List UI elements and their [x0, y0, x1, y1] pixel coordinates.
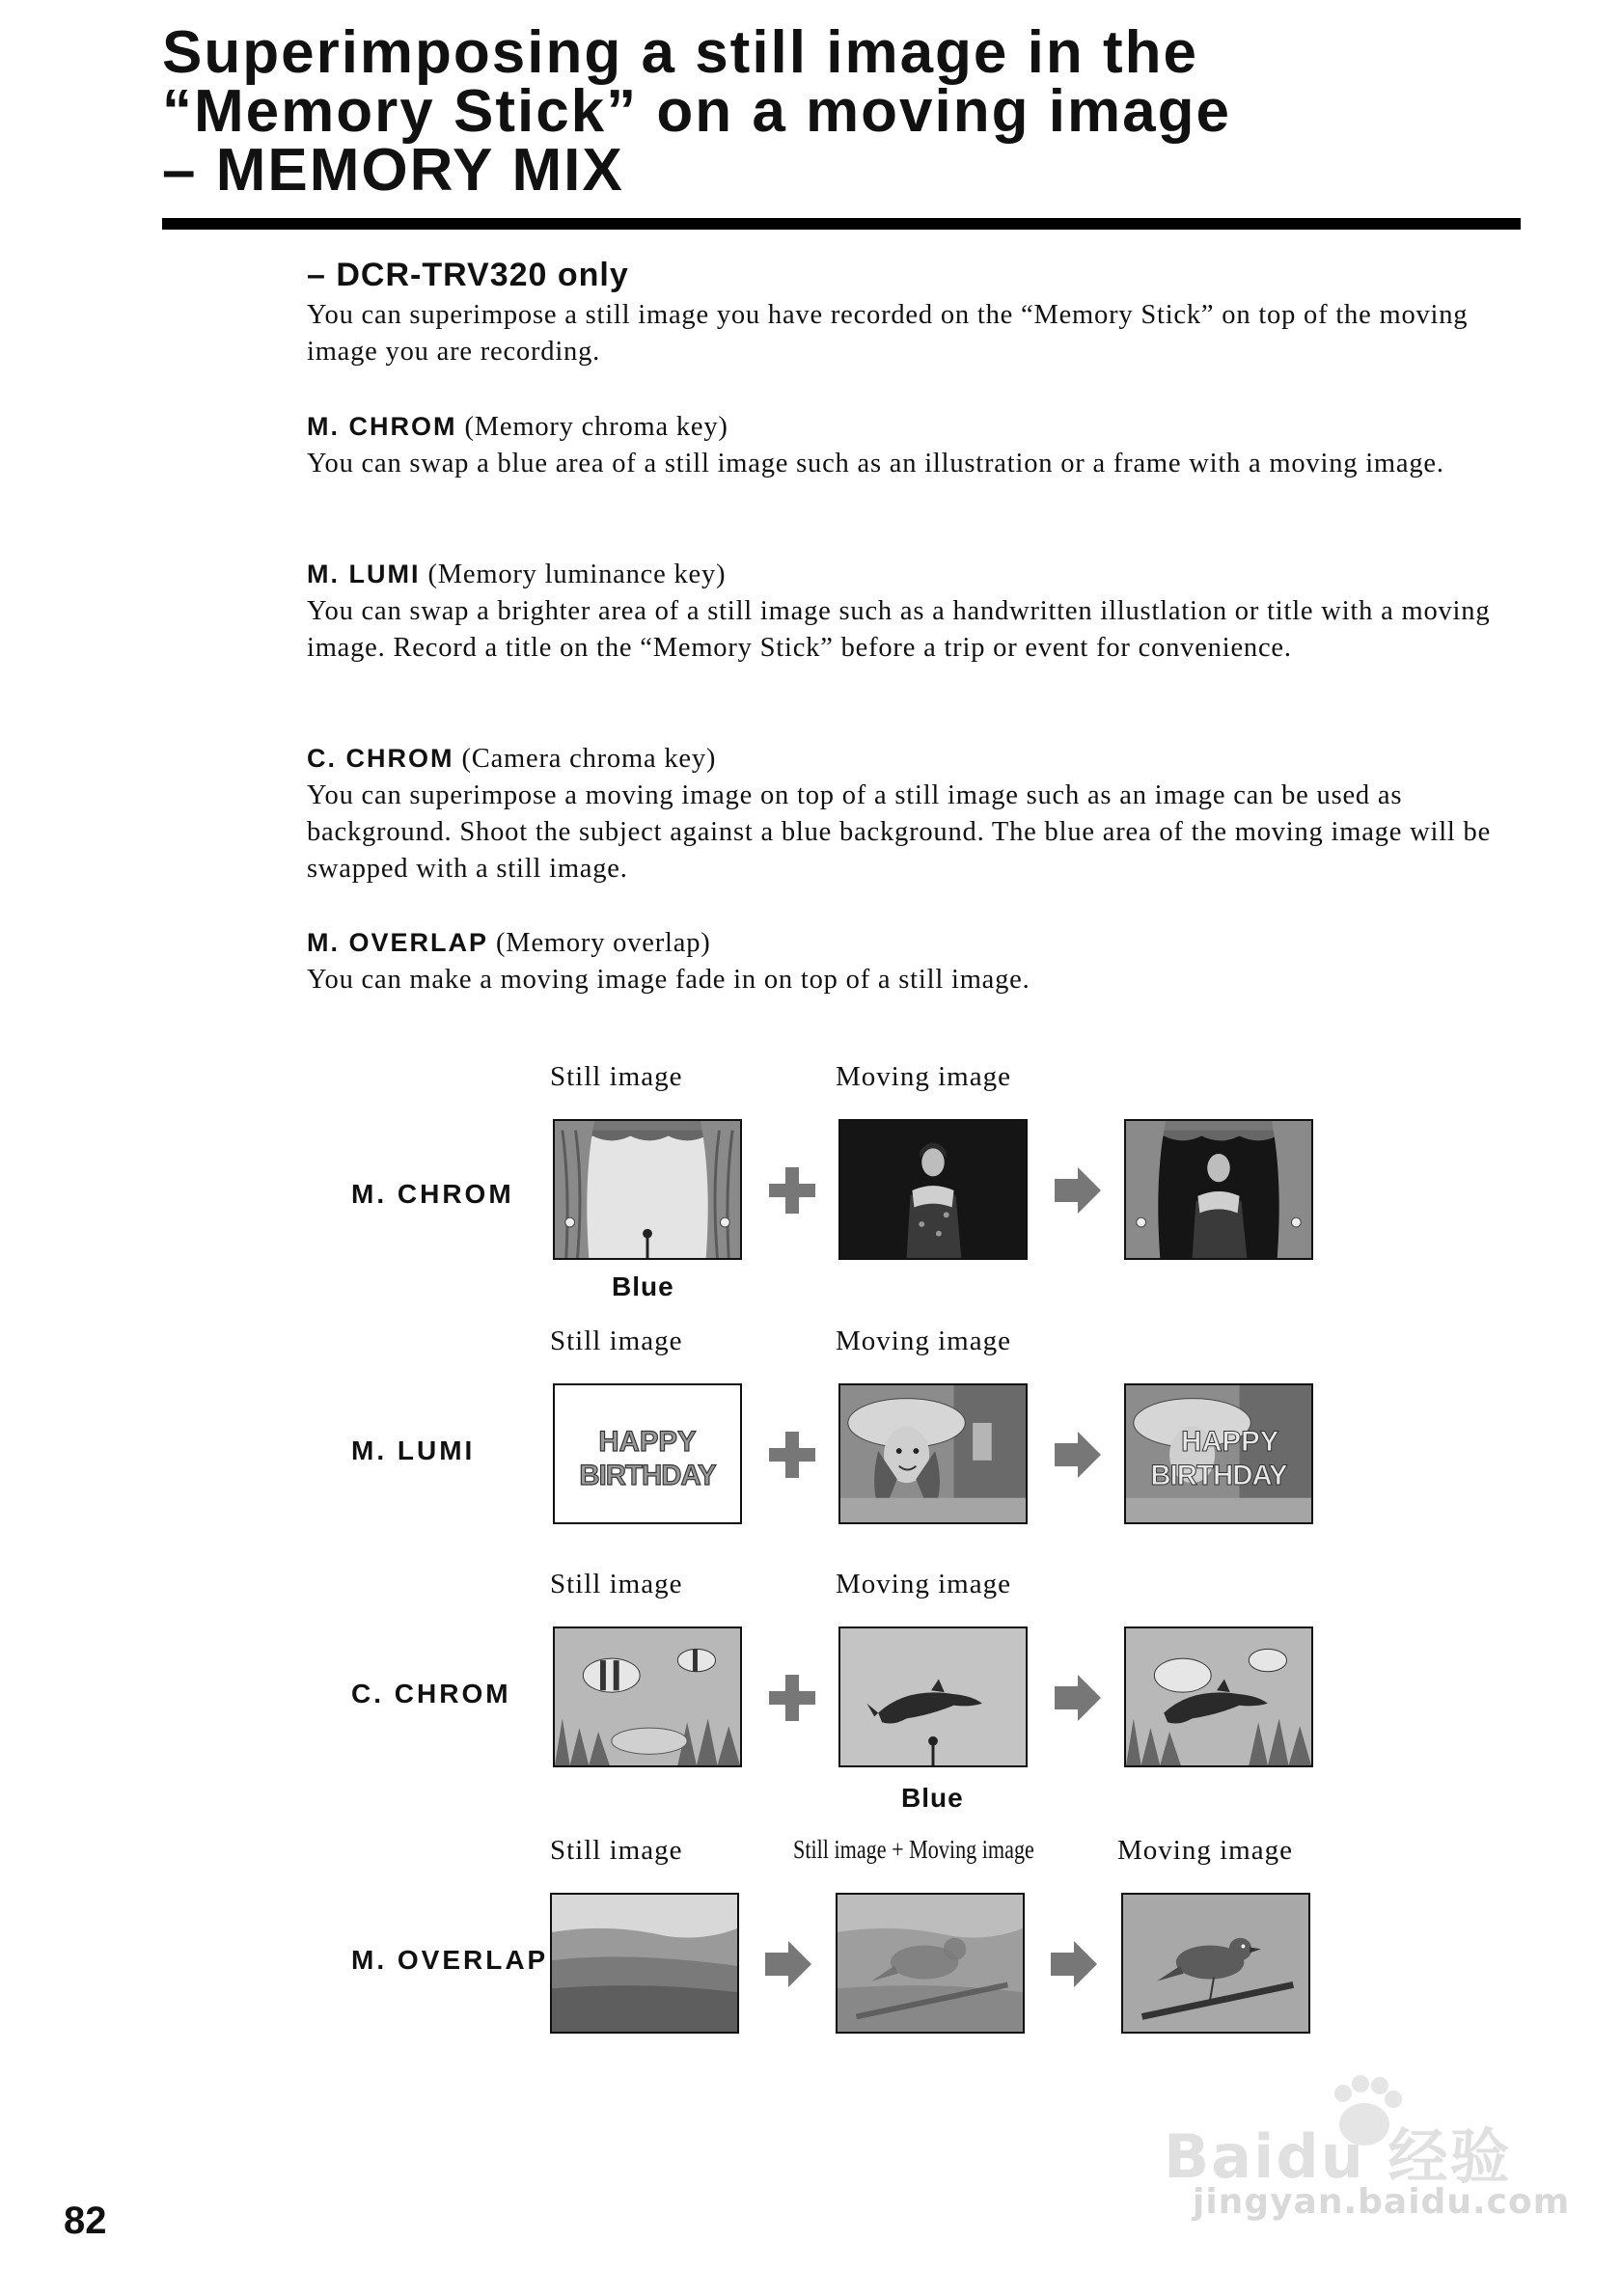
arrow-right-icon: [1051, 1163, 1105, 1217]
moving-image-label: Moving image: [836, 1326, 1011, 1356]
mode-m-overlap: [307, 924, 1523, 998]
mode-term: M. LUMI: [307, 560, 421, 588]
birthday-text-line1: HAPPY: [598, 1426, 697, 1459]
birthday-text-line2: BIRTHDAY: [579, 1460, 716, 1492]
still-image-birthday-title: [553, 1383, 742, 1524]
mode-desc: (Memory overlap): [496, 928, 711, 958]
mode-m-chrom: [307, 408, 1523, 482]
result-image-m-lumi: [1124, 1383, 1313, 1524]
mode-body: You can swap a brighter area of a still image such as a handwritten illustlation or title with a moving image. Record a title on the “Memory Stick” before a trip or event for convenience.: [307, 596, 1491, 663]
mode-body: You can swap a blue area of a still image such as an illustration or a frame with a moving image.: [307, 449, 1444, 478]
moving-image-girl: [838, 1383, 1028, 1524]
plus-icon: [765, 1163, 819, 1217]
still-image-label: Still image: [550, 1835, 683, 1866]
arrow-right-icon: [1051, 1671, 1105, 1725]
page-title: [162, 19, 1513, 204]
title-rule: [162, 218, 1521, 230]
intro-text: You can superimpose a still image you have recorded on the “Memory Stick” on top of the moving image you are recording.: [307, 300, 1469, 367]
baidu-jingyan-watermark: [1154, 2074, 1571, 2248]
arrow-right-icon: [761, 1937, 815, 1991]
still-image-label: Still image: [550, 1061, 683, 1092]
mode-body: You can superimpose a moving image on top of a still image such as an image can be used as background. Shoot the subject against a blue background. The blue area of the moving image will be swapped with a still image.: [307, 780, 1492, 884]
still-image-curtain-stage: [553, 1119, 742, 1260]
moving-image-woman: [838, 1119, 1028, 1260]
watermark-url: jingyan.baidu.com: [1193, 2182, 1571, 2222]
plus-icon: [765, 1671, 819, 1725]
plus-icon: [765, 1428, 819, 1482]
still-image-label: Still image: [550, 1569, 683, 1599]
result-image-m-chrom: [1124, 1119, 1313, 1260]
arrow-right-icon: [1047, 1937, 1101, 1991]
title-line-1: Superimposing a still image in the: [162, 19, 1198, 86]
row-label-m-chrom: M. CHROM: [351, 1179, 514, 1209]
birthday-text-line2: BIRTHDAY: [1150, 1460, 1287, 1492]
moving-image-label: Moving image: [1117, 1835, 1293, 1866]
row-label-c-chrom: C. CHROM: [351, 1679, 511, 1708]
mode-m-lumi: [307, 556, 1523, 667]
watermark-brand: Baidu 经验: [1164, 2121, 1512, 2192]
row-label-m-lumi: M. LUMI: [351, 1435, 476, 1465]
mode-c-chrom: [307, 740, 1523, 888]
moving-image-bird: [1121, 1893, 1310, 2034]
mode-desc: (Camera chroma key): [461, 744, 717, 774]
mode-term: C. CHROM: [307, 744, 454, 773]
title-line-3: – MEMORY MIX: [162, 137, 624, 204]
moving-image-label: Moving image: [836, 1061, 1011, 1092]
mode-body: You can make a moving image fade in on top of a still image.: [307, 965, 1030, 995]
mode-term: M. OVERLAP: [307, 928, 489, 957]
arrow-right-icon: [1051, 1428, 1105, 1482]
blue-label: Blue: [612, 1271, 674, 1301]
moving-image-label: Moving image: [836, 1569, 1011, 1599]
mode-term: M. CHROM: [307, 412, 457, 441]
blue-label: Blue: [901, 1783, 964, 1813]
mode-desc: (Memory chroma key): [464, 412, 728, 442]
still-image-aquarium: [553, 1626, 742, 1767]
mode-desc: (Memory luminance key): [427, 560, 727, 589]
title-line-2: “Memory Stick” on a moving image: [162, 78, 1231, 145]
birthday-text-line1: HAPPY: [1181, 1426, 1279, 1459]
result-image-c-chrom: [1124, 1626, 1313, 1767]
still-image-landscape: [550, 1893, 739, 2034]
moving-image-dolphin: [838, 1626, 1028, 1767]
mixed-image-label: Still image + Moving image: [793, 1835, 1034, 1864]
page-number: 82: [64, 2200, 107, 2242]
row-label-m-overlap: M. OVERLAP: [351, 1945, 549, 1975]
mixed-image-bird-landscape: [836, 1893, 1025, 2034]
model-note: – DCR-TRV320 only: [307, 257, 629, 293]
still-image-label: Still image: [550, 1326, 683, 1356]
